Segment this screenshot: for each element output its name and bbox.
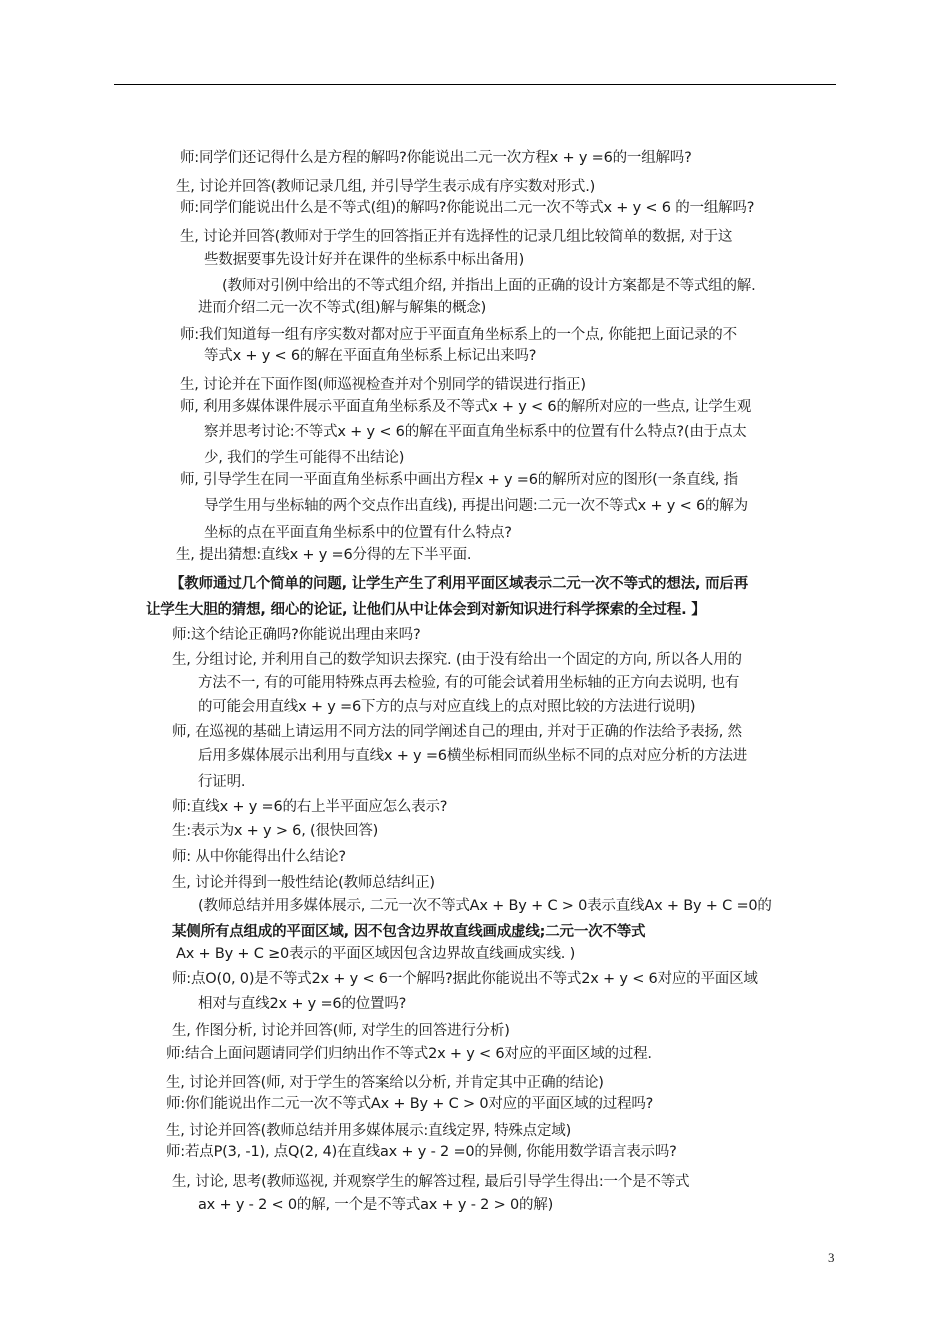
text-line: 师:同学们能说出什么是不等式(组)的解吗?你能说出二元一次不等式x + y < 6 的一组解吗? <box>180 200 755 216</box>
text-line: 后用多媒体展示出利用与直线x + y =6横坐标相同而纵坐标不同的点对应分析的方法进 <box>198 748 748 764</box>
text-line: 等式x + y < 6的解在平面直角坐标系上标记出来吗? <box>204 348 537 364</box>
text-line: 行证明. <box>198 774 246 790</box>
text-line: 进而介绍二元一次不等式(组)解与解集的概念) <box>198 300 487 316</box>
text-line: 生, 提出猜想:直线x + y =6分得的左下半平面. <box>176 547 472 563</box>
bold-comment-line: 让学生大胆的猜想, 细心的论证, 让他们从中让体会到对新知识进行科学探索的全过程. 】 <box>146 602 706 618</box>
text-line: 生, 讨论, 思考(教师巡视, 并观察学生的解答过程, 最后引导学生得出:一个是不等式 <box>172 1174 690 1190</box>
text-line: 师:若点P(3, -1), 点Q(2, 4)在直线ax + y - 2 =0的异侧, 你能用数学语言表示吗? <box>166 1144 677 1160</box>
text-line: 生, 讨论并回答(师, 对于学生的答案给以分析, 并肯定其中正确的结论) <box>166 1075 604 1091</box>
text-line: 生, 讨论并回答(教师对于学生的回答指正并有选择性的记录几组比较简单的数据, 对于这 <box>180 229 733 245</box>
text-line: 师:同学们还记得什么是方程的解吗?你能说出二元一次方程x + y =6的一组解吗? <box>180 150 692 166</box>
bold-text-line: 某侧所有点组成的平面区域, 因不包含边界故直线画成虚线;二元一次不等式 <box>172 924 646 940</box>
text-line: 方法不一, 有的可能用特殊点再去检验, 有的可能会试着用坐标轴的正方向去说明, 也有 <box>198 675 740 691</box>
text-line: 察并思考讨论:不等式x + y < 6的解在平面直角坐标系中的位置有什么特点?(由于点太 <box>204 424 747 440</box>
text-line: 师:点O(0, 0)是不等式2x + y < 6一个解吗?据此你能说出不等式2x + y < 6对应的平面区域 <box>172 971 758 987</box>
text-line: 师, 在巡视的基础上请运用不同方法的同学阐述自己的理由, 并对于正确的作法给予表扬, 然 <box>172 724 742 740</box>
page-number: 3 <box>828 1250 835 1265</box>
text-line: 生, 作图分析, 讨论并回答(师, 对学生的回答进行分析) <box>172 1023 510 1039</box>
text-line: 师:结合上面问题请同学们归纳出作不等式2x + y < 6对应的平面区域的过程. <box>166 1046 652 1062</box>
text-line: 相对与直线2x + y =6的位置吗? <box>198 996 407 1012</box>
text-line: 坐标的点在平面直角坐标系中的位置有什么特点? <box>204 525 512 541</box>
text-line: 生, 讨论并在下面作图(师巡视检查并对个别同学的错误进行指正) <box>180 377 586 393</box>
text-line: 导学生用与坐标轴的两个交点作出直线), 再提出问题:二元一次不等式x + y < 6的解为 <box>204 498 748 514</box>
text-line: 生, 讨论并回答(教师记录几组, 并引导学生表示成有序实数对形式.) <box>176 179 596 195</box>
text-line: 生, 讨论并得到一般性结论(教师总结纠正) <box>172 875 435 891</box>
text-line: 师:这个结论正确吗?你能说出理由来吗? <box>172 627 421 643</box>
text-line: 生:表示为x + y > 6, (很快回答) <box>172 823 379 839</box>
text-line: Ax + By + C ≥0表示的平面区域因包含边界故直线画成实线. ) <box>176 946 576 962</box>
text-line: ax + y - 2 < 0的解, 一个是不等式ax + y - 2 > 0的解) <box>198 1197 554 1213</box>
text-line: 师:你们能说出作二元一次不等式Ax + By + C > 0对应的平面区域的过程吗? <box>166 1096 654 1112</box>
text-line: 师:直线x + y =6的右上半平面应怎么表示? <box>172 799 448 815</box>
text-line: 师, 引导学生在同一平面直角坐标系中画出方程x + y =6的解所对应的图形(一条直线, 指 <box>180 472 738 488</box>
text-line: 生, 讨论并回答(教师总结并用多媒体展示:直线定界, 特殊点定域) <box>166 1123 572 1139</box>
text-line: 些数据要事先设计好并在课件的坐标系中标出备用) <box>204 252 525 268</box>
text-line: (教师总结并用多媒体展示, 二元一次不等式Ax + By + C > 0表示直线Ax + By + C =0的 <box>198 898 772 914</box>
text-line: 师: 从中你能得出什么结论? <box>172 849 346 865</box>
text-line: 生, 分组讨论, 并利用自己的数学知识去探究. (由于没有给出一个固定的方向, 所以各人用的 <box>172 652 742 668</box>
text-line: (教师对引例中给出的不等式组介绍, 并指出上面的正确的设计方案都是不等式组的解. <box>222 278 756 294</box>
header-rule <box>114 84 836 85</box>
bold-comment-line: 【教师通过几个简单的问题, 让学生产生了利用平面区域表示二元一次不等式的想法, 而后再 <box>170 576 749 592</box>
text-line: 的可能会用直线x + y =6下方的点与对应直线上的点对照比较的方法进行说明) <box>198 699 696 715</box>
text-line: 少, 我们的学生可能得不出结论) <box>204 450 405 466</box>
text-line: 师, 利用多媒体课件展示平面直角坐标系及不等式x + y < 6的解所对应的一些点, 让学生观 <box>180 399 752 415</box>
text-line: 师:我们知道每一组有序实数对都对应于平面直角坐标系上的一个点, 你能把上面记录的不 <box>180 327 737 343</box>
